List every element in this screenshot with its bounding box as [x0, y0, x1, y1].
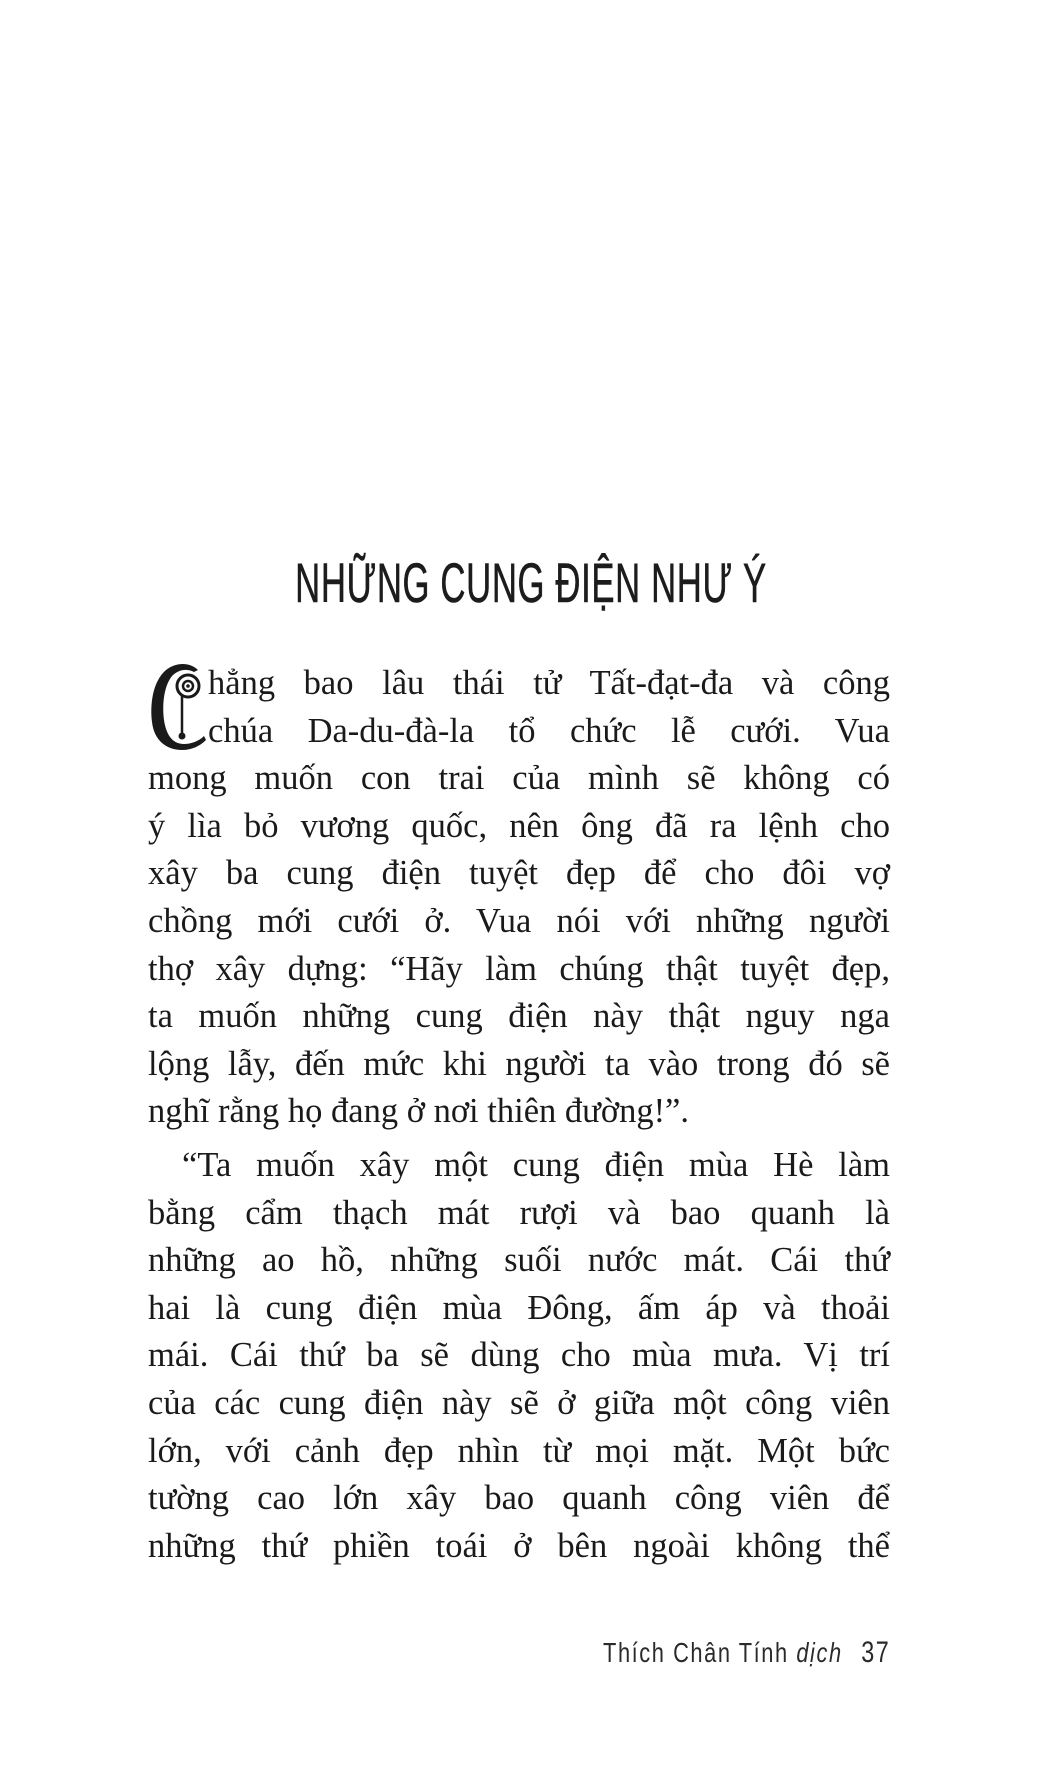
text-line: nghĩ rằng họ đang ở nơi thiên đường!”.: [148, 1092, 689, 1131]
text-line: chúa Da-du-đà-la tổ chức lễ cưới. Vua: [208, 711, 890, 750]
text-line: ta muốn những cung điện này thật nguy nga: [148, 997, 890, 1036]
text-line: chồng mới cưới ở. Vua nói với những người: [148, 901, 890, 940]
body-text: [148, 660, 890, 1570]
text-line: lớn, với cảnh đẹp nhìn từ mọi mặt. Một bức: [148, 1431, 890, 1470]
text-line: mái. Cái thứ ba sẽ dùng cho mùa mưa. Vị trí: [148, 1336, 890, 1375]
text-line: ý lìa bỏ vương quốc, nên ông đã ra lệnh cho: [148, 806, 890, 845]
translator-credit: Thích Chân Tính: [602, 1637, 789, 1668]
paragraph-1: [148, 660, 890, 1136]
text-line: tường cao lớn xây bao quanh công viên để: [148, 1479, 890, 1518]
text-line: của các cung điện này sẽ ở giữa một công viên: [148, 1383, 890, 1422]
text-line: bằng cẩm thạch mát rượi và bao quanh là: [148, 1193, 890, 1232]
text-line: những ao hồ, những suối nước mát. Cái thứ: [148, 1241, 890, 1280]
text-line: hẳng bao lâu thái tử Tất-đạt-đa và công: [208, 664, 890, 702]
paragraph-2: [148, 1142, 890, 1570]
text-line: “Ta muốn xây một cung điện mùa Hè làm: [182, 1145, 890, 1184]
text-line: thợ xây dựng: “Hãy làm chúng thật tuyệt đẹp,: [148, 949, 890, 988]
page-number: 37: [860, 1636, 890, 1669]
text-line: mong muốn con trai của mình sẽ không có: [148, 759, 890, 798]
page-footer: [603, 1636, 890, 1670]
text-line: lộng lẫy, đến mức khi người ta vào trong đó sẽ: [148, 1044, 890, 1083]
text-line: hai là cung điện mùa Đông, ấm áp và thoải: [148, 1288, 890, 1327]
decorative-drop-cap-c-icon: [146, 660, 208, 752]
text-line: những thứ phiền toái ở bên ngoài không thể: [148, 1526, 890, 1565]
text-line: xây ba cung điện tuyệt đẹp để cho đôi vợ: [148, 854, 890, 893]
translator-role: dịch: [795, 1637, 843, 1668]
chapter-title: NHỮNG CUNG ĐIỆN NHƯ Ý: [295, 551, 767, 614]
